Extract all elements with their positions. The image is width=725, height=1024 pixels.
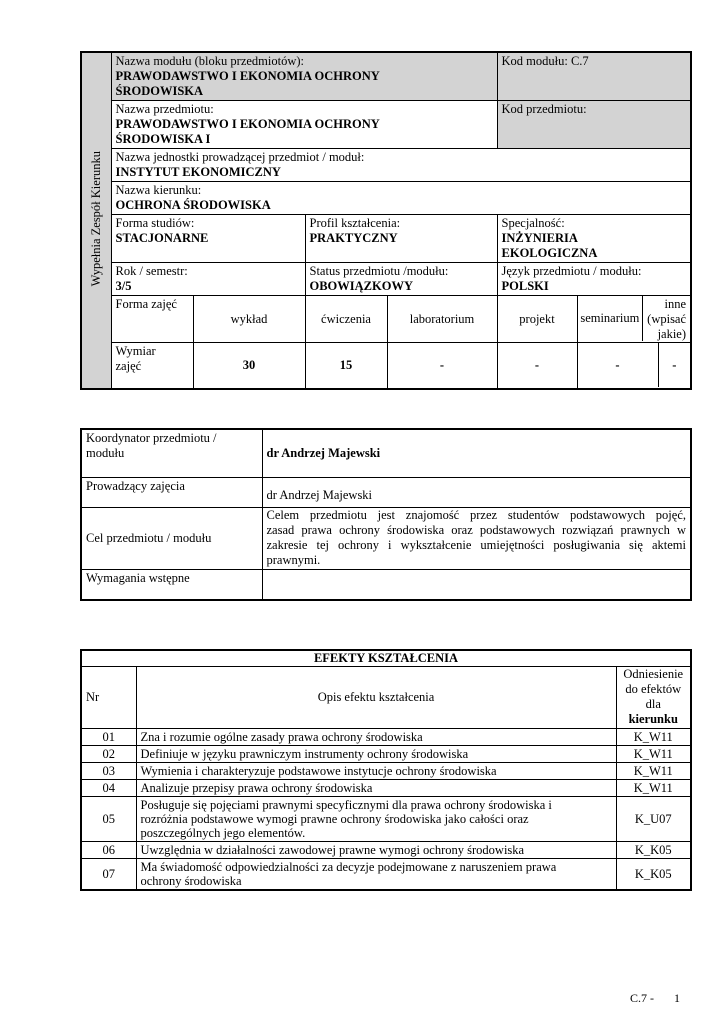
table-row: [81, 841, 691, 858]
hours-seminar-other-cell: [577, 343, 691, 389]
form-project: projekt: [497, 296, 577, 343]
form-other-line3: jakie): [657, 327, 687, 341]
field-cell: [111, 182, 691, 215]
goal-label: Cel przedmiotu / modułu: [81, 507, 262, 569]
effect-desc: Wymienia i charakteryzuje podstawowe instytucje ochrony środowiska: [136, 762, 616, 779]
specialty-label: Specjalność:: [501, 216, 565, 230]
effects-table: [80, 649, 692, 891]
effect-ref: K_K05: [616, 858, 691, 890]
effect-desc: Analizuje przepisy prawa ochrony środowiska: [136, 779, 616, 796]
specialty-cell: [497, 215, 691, 263]
unit-cell: [111, 149, 691, 182]
hours-label-line2: zajęć: [115, 359, 142, 373]
specialty-value-line1: INŻYNIERIA: [501, 231, 578, 245]
teacher-label: Prowadzący zajęcia: [81, 477, 262, 507]
forms-label-cell: [111, 296, 193, 343]
effects-title: EFEKTY KSZTAŁCENIA: [81, 650, 691, 666]
form-other-line1: inne: [664, 297, 687, 311]
module-name-cell: [111, 52, 497, 101]
specialty-value-line2: EKOLOGICZNA: [501, 246, 598, 260]
effect-ref: K_W11: [616, 779, 691, 796]
table-row: [81, 858, 691, 890]
effect-nr: 03: [81, 762, 136, 779]
table-row: [81, 779, 691, 796]
form-seminar-other-cell: [577, 296, 691, 343]
module-info-table: [80, 51, 692, 390]
status-cell: [305, 263, 497, 296]
table-row: [81, 745, 691, 762]
effect-desc-line: ochrony środowiska: [140, 873, 242, 888]
subject-code: Kod przedmiotu:: [501, 102, 587, 116]
year-value: 3/5: [115, 279, 132, 293]
effect-desc: Uwzględnia w działalności zawodowej prawne wymogi ochrony środowiska: [136, 841, 616, 858]
side-label-cell: [81, 52, 111, 389]
form-other-line2: (wpisać: [647, 312, 687, 326]
effect-nr: 05: [81, 796, 136, 841]
effect-desc-multiline: [136, 796, 616, 841]
hours-exercises: 15: [305, 343, 387, 389]
subject-name-cell: [111, 101, 497, 149]
page-number: 1: [674, 991, 680, 1005]
profile-label: Profil kształcenia:: [309, 216, 401, 230]
col-ref-line1: Odniesienie: [623, 666, 684, 681]
table-row: [81, 762, 691, 779]
subject-name-label: Nazwa przedmiotu:: [115, 102, 214, 116]
page-footer: [630, 991, 680, 1006]
hours-project: -: [497, 343, 577, 389]
coordinator-label-line2: modułu: [86, 446, 125, 460]
coordinator-label-cell: [81, 429, 262, 477]
effect-ref: K_U07: [616, 796, 691, 841]
language-cell: [497, 263, 691, 296]
coordinator-label-line1: Koordynator przedmiotu /: [86, 431, 217, 445]
hours-label-line1: Wymiar: [115, 344, 156, 358]
form-other: [643, 296, 690, 341]
col-ref-line4: kierunku: [628, 711, 678, 726]
unit-value: INSTYTUT EKONOMICZNY: [115, 165, 281, 179]
col-ref-header: [616, 666, 691, 728]
col-nr-header: Nr: [81, 666, 136, 728]
language-value: POLSKI: [501, 279, 549, 293]
effect-desc-line: rozróżnia podstawowe wymogi prawne ochrony środowiska jako całości oraz: [140, 811, 529, 826]
profile-cell: [305, 215, 497, 263]
goal-cell: [262, 507, 691, 569]
effect-nr: 01: [81, 728, 136, 745]
hours-laboratory: -: [387, 343, 497, 389]
prereq-label: Wymagania wstępne: [81, 569, 262, 600]
col-ref-line2: do efektów: [625, 681, 682, 696]
form-seminar: seminarium: [578, 296, 644, 341]
profile-value: PRAKTYCZNY: [309, 231, 398, 245]
study-form-cell: [111, 215, 305, 263]
effect-nr: 07: [81, 858, 136, 890]
module-name-label: Nazwa modułu (bloku przedmiotów):: [115, 54, 304, 68]
field-label: Nazwa kierunku:: [115, 183, 202, 197]
goal-line4: prawnymi.: [266, 552, 321, 567]
effect-ref: K_W11: [616, 762, 691, 779]
table-row: [81, 728, 691, 745]
module-name-line1: PRAWODAWSTWO I EKONOMIA OCHRONY: [115, 69, 380, 83]
subject-name-line1: PRAWODAWSTWO I EKONOMIA OCHRONY: [115, 117, 380, 131]
hours-label-cell: [111, 343, 193, 389]
effect-nr: 02: [81, 745, 136, 762]
effect-nr: 06: [81, 841, 136, 858]
coordinator-value: dr Andrzej Majewski: [262, 429, 691, 477]
year-label: Rok / semestr:: [115, 264, 188, 278]
effect-ref: K_K05: [616, 841, 691, 858]
subject-code-cell: [497, 101, 691, 149]
status-value: OBOWIĄZKOWY: [309, 279, 413, 293]
table-row: [81, 796, 691, 841]
module-code-cell: [497, 52, 691, 101]
language-label: Język przedmiotu / modułu:: [501, 264, 642, 278]
footer-code: C.7 -: [630, 991, 654, 1005]
unit-label: Nazwa jednostki prowadzącej przedmiot / moduł:: [115, 150, 365, 164]
status-label: Status przedmiotu /modułu:: [309, 264, 449, 278]
subject-name-line2: ŚRODOWISKA I: [115, 132, 211, 146]
effect-desc-multiline: [136, 858, 616, 890]
hours-lecture: 30: [193, 343, 305, 389]
coordinator-table: [80, 428, 692, 601]
goal-line2: zasad prawa ochrony środowiska oraz podstawowych rozwiązań prawnych w: [266, 522, 686, 537]
year-cell: [111, 263, 305, 296]
goal-line1: Celem przedmiotu jest znajomość przez studentów podstawowych pojęć,: [266, 507, 686, 522]
effect-desc: Zna i rozumie ogólne zasady prawa ochrony środowiska: [136, 728, 616, 745]
module-code: Kod modułu: C.7: [501, 54, 589, 68]
effect-desc-line: poszczególnych jego elementów.: [140, 825, 306, 840]
form-lecture: wykład: [193, 296, 305, 343]
effect-nr: 04: [81, 779, 136, 796]
effect-ref: K_W11: [616, 745, 691, 762]
goal-line3: zakresie tej ochrony i wykształcenie umiejętności posługiwania się aktemi: [266, 537, 686, 552]
effect-ref: K_W11: [616, 728, 691, 745]
effect-desc: Definiuje w języku prawniczym instrumenty ochrony środowiska: [136, 745, 616, 762]
study-form-label: Forma studiów:: [115, 216, 195, 230]
form-exercises: ćwiczenia: [305, 296, 387, 343]
effect-desc-line: Ma świadomość odpowiedzialności za decyzje podejmowane z naruszeniem prawa: [140, 859, 557, 874]
col-desc-header: Opis efektu kształcenia: [136, 666, 616, 728]
col-ref-line3: dla: [645, 696, 661, 711]
study-form-value: STACJONARNE: [115, 231, 209, 245]
forms-label: Forma zajęć: [115, 297, 177, 311]
form-laboratory: laboratorium: [387, 296, 497, 343]
side-label: Wypełnia Zespół Kierunku: [88, 150, 103, 286]
hours-seminar: -: [578, 343, 659, 387]
teacher-value: dr Andrzej Majewski: [262, 477, 691, 507]
field-value: OCHRONA ŚRODOWISKA: [115, 198, 271, 212]
prereq-value: [262, 569, 691, 600]
hours-other: -: [672, 357, 677, 372]
module-name-line2: ŚRODOWISKA: [115, 84, 204, 98]
effect-desc-line: Posługuje się pojęciami prawnymi specyficznymi dla prawa ochrony środowiska i: [140, 797, 552, 812]
